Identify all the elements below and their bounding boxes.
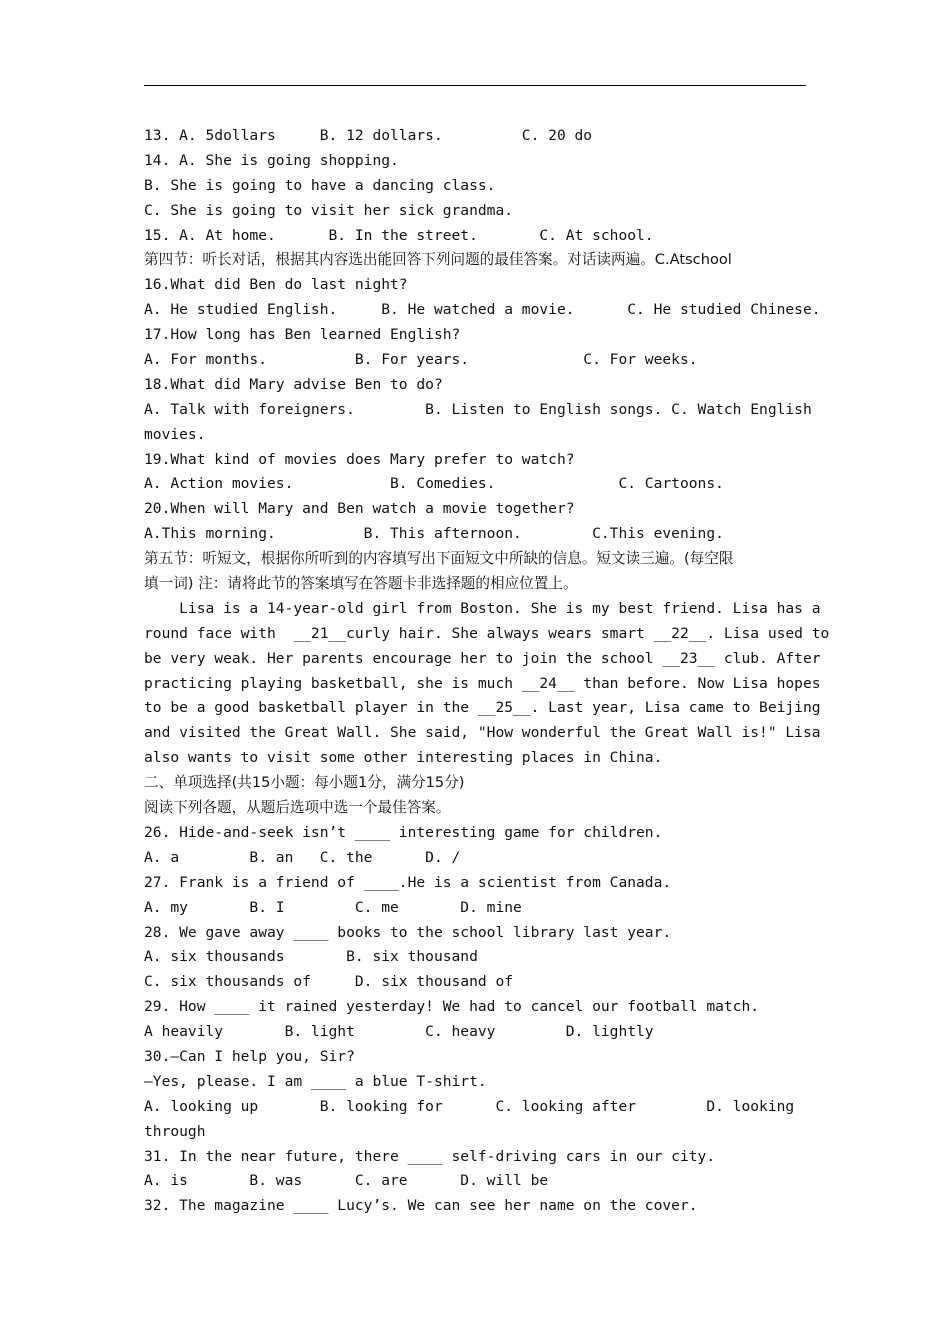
part-2-heading: 二、单项选择(共15小题：每小题1分，满分15分) bbox=[144, 774, 465, 792]
passage-line: round face with __21__curly hair. She always wears smart __22__. Lisa used to bbox=[144, 624, 830, 642]
question-29-options: A heavily B. light C. heavy D. lightly bbox=[144, 1023, 654, 1041]
passage-line: to be a good basketball player in the __25__. Last year, Lisa came to Beijing bbox=[144, 699, 821, 717]
question-31: 31. In the near future, there ____ self-driving cars in our city. bbox=[144, 1147, 716, 1165]
question-19-options: A. Action movies. B. Comedies. C. Cartoons. bbox=[144, 475, 724, 493]
question-27-options: A. my B. I C. me D. mine bbox=[144, 898, 522, 916]
passage-line: also wants to visit some other interesting places in China. bbox=[144, 749, 663, 767]
question-28-options-cont: C. six thousands of D. six thousand of bbox=[144, 973, 514, 991]
passage-line: practicing playing basketball, she is much __24__ than before. Now Lisa hopes bbox=[144, 674, 821, 692]
passage-line: be very weak. Her parents encourage her to join the school __23__ club. After bbox=[144, 649, 821, 667]
question-18-options: A. Talk with foreigners. B. Listen to English songs. C. Watch English bbox=[144, 400, 812, 418]
question-30: 30.—Can I help you, Sir? bbox=[144, 1047, 355, 1065]
question-16-options: A. He studied English. B. He watched a movie. C. He studied Chinese. bbox=[144, 301, 821, 319]
part-2-instruction: 阅读下列各题，从题后选项中选一个最佳答案。 bbox=[144, 799, 451, 817]
question-31-options: A. is B. was C. are D. will be bbox=[144, 1172, 549, 1190]
section-5-instruction: 第五节：听短文，根据你所听到的内容填写出下面短文中所缺的信息。短文读三遍。(每空限 bbox=[144, 550, 734, 568]
question-26-options: A. a B. an C. the D. / bbox=[144, 848, 461, 866]
question-14-option-a: 14. A. She is going shopping. bbox=[144, 151, 399, 169]
question-13-options: 13. A. 5dollars B. 12 dollars. C. 20 do bbox=[144, 127, 593, 144]
exam-page-content bbox=[144, 124, 830, 1219]
question-27: 27. Frank is a friend of ____.He is a scientist from Canada. bbox=[144, 873, 672, 891]
header-rule bbox=[144, 85, 806, 86]
question-19: 19.What kind of movies does Mary prefer to watch? bbox=[144, 450, 575, 468]
section-5-instruction-cont: 填一词) 注：请将此节的答案填写在答题卡非选择题的相应位置上。 bbox=[144, 575, 578, 593]
question-20-options: A.This morning. B. This afternoon. C.This evening. bbox=[144, 525, 724, 543]
question-32: 32. The magazine ____ Lucy’s. We can see her name on the cover. bbox=[144, 1197, 698, 1215]
question-14-option-c: C. She is going to visit her sick grandma. bbox=[144, 201, 514, 219]
question-29: 29. How ____ it rained yesterday! We had to cancel our football match. bbox=[144, 998, 760, 1016]
question-26: 26. Hide-and-seek isn’t ____ interesting game for children. bbox=[144, 823, 663, 841]
question-20: 20.When will Mary and Ben watch a movie together? bbox=[144, 500, 575, 518]
question-17: 17.How long has Ben learned English? bbox=[144, 326, 461, 344]
question-16: 16.What did Ben do last night? bbox=[144, 276, 408, 294]
question-28: 28. We gave away ____ books to the school library last year. bbox=[144, 923, 672, 941]
question-28-options: A. six thousands B. six thousand bbox=[144, 948, 478, 966]
question-14-option-b: B. She is going to have a dancing class. bbox=[144, 176, 496, 194]
question-18: 18.What did Mary advise Ben to do? bbox=[144, 375, 443, 393]
section-4-instruction: 第四节：听长对话，根据其内容选出能回答下列问题的最佳答案。对话读两遍。C.Atschool bbox=[144, 251, 732, 269]
question-30-options: A. looking up B. looking for C. looking after D. looking bbox=[144, 1097, 795, 1115]
passage-line: and visited the Great Wall. She said, "How wonderful the Great Wall is!" Lisa bbox=[144, 724, 821, 742]
question-15-options: 15. A. At home. B. In the street. C. At school. bbox=[144, 226, 654, 244]
passage-line: Lisa is a 14-year-old girl from Boston. She is my best friend. Lisa has a bbox=[144, 599, 821, 617]
question-18-options-cont: movies. bbox=[144, 425, 206, 443]
question-30-reply: —Yes, please. I am ____ a blue T-shirt. bbox=[144, 1072, 487, 1090]
question-30-options-cont: through bbox=[144, 1122, 206, 1140]
question-17-options: A. For months. B. For years. C. For weeks. bbox=[144, 351, 698, 369]
